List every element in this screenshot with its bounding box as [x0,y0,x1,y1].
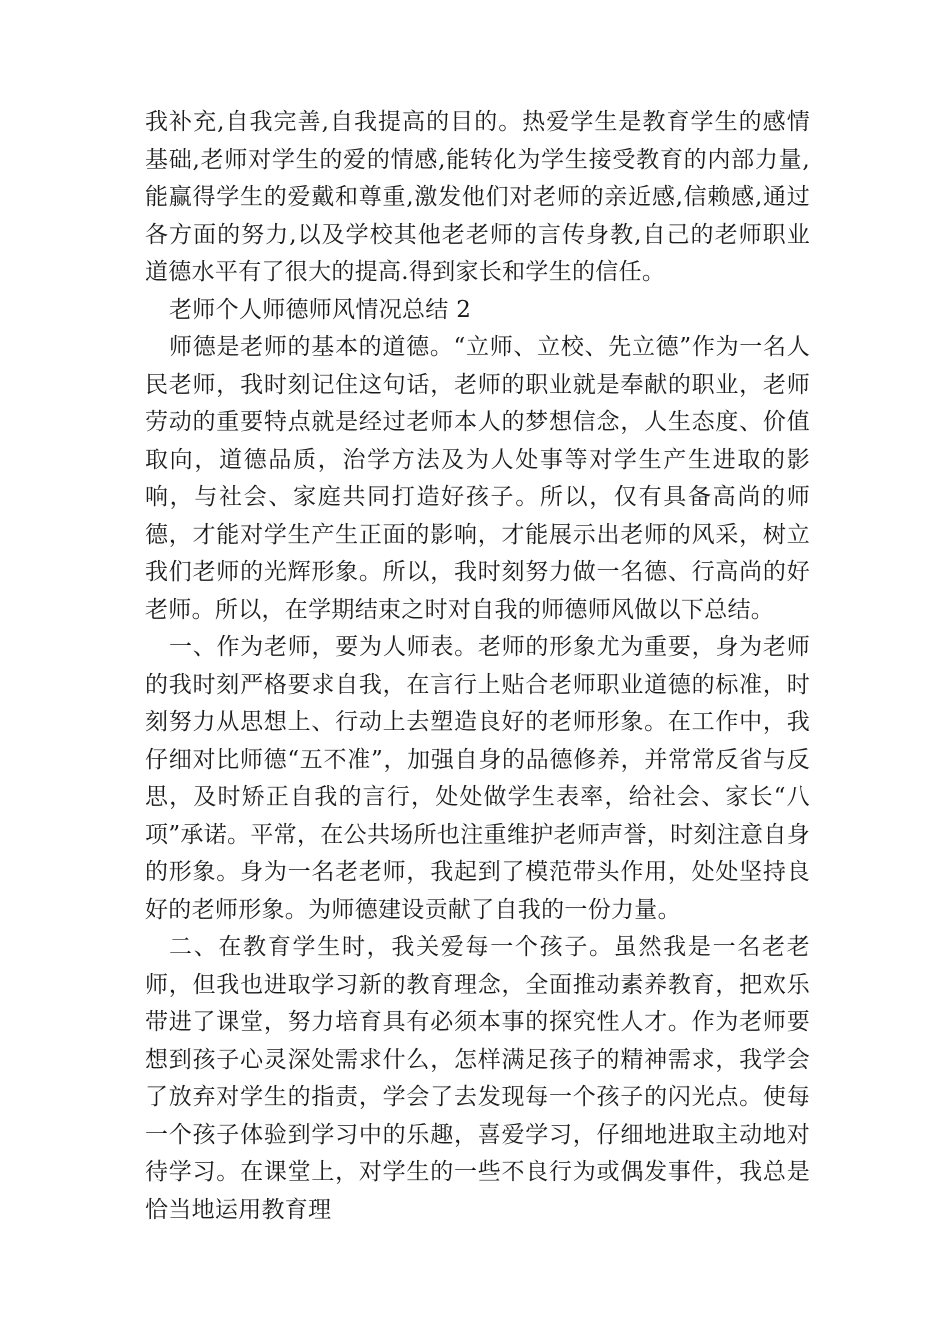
paragraph-point-two: 二、在教育学生时，我关爱每一个孩子。虽然我是一名老老师，但我也进取学习新的教育理念，全面推动素养教育，把欢乐带进了课堂，努力培育具有必须本事的探究性人才。作为老师要想到孩子心灵深处需求什么，怎样满足孩子的精神需求，我学会了放弃对学生的指责，学会了去发现每一个孩子的闪光点。使每一个孩子体验到学习中的乐趣，喜爱学习，仔细地进取主动地对待学习。在课堂上，对学生的一些不良行为或偶发事件，我总是恰当地运用教育理 [145,934,810,1223]
paragraph-continuation: 我补充,自我完善,自我提高的目的。热爱学生是教育学生的感情基础,老师对学生的爱的情感,能转化为学生接受教育的内部力量,能赢得学生的爱戴和尊重,激发他们对老师的亲近感,信赖感,通过各方面的努力,以及学校其他老老师的言传身教,自己的老师职业道德水平有了很大的提高.得到家长和学生的信任。 [145,109,810,285]
document-body [145,104,810,1229]
paragraph-point-one: 一、作为老师，要为人师表。老师的形象尤为重要，身为老师的我时刻严格要求自我，在言行上贴合老师职业道德的标准，时刻努力从思想上、行动上去塑造良好的老师形象。在工作中，我仔细对比师德“五不准”，加强自身的品德修养，并常常反省与反思，及时矫正自我的言行，处处做学生表率，给社会、家长“八项”承诺。平常，在公共场所也注重维护老师声誉，时刻注意自身的形象。身为一名老老师，我起到了模范带头作用，处处坚持良好的老师形象。为师德建设贡献了自我的一份力量。 [145,634,810,923]
section-heading: 老师个人师德师风情况总结 2 [169,296,472,323]
paragraph-intro: 师德是老师的基本的道德。“立师、立校、先立德”作为一名人民老师，我时刻记住这句话，老师的职业就是奉献的职业，老师劳动的重要特点就是经过老师本人的梦想信念，人生态度、价值取向，道德品质，治学方法及为人处事等对学生产生进取的影响，与社会、家庭共同打造好孩子。所以，仅有具备高尚的师德，才能对学生产生正面的影响，才能展示出老师的风采，树立我们老师的光辉形象。所以，我时刻努力做一名德、行高尚的好老师。所以，在学期结束之时对自我的师德师风做以下总结。 [145,334,810,623]
